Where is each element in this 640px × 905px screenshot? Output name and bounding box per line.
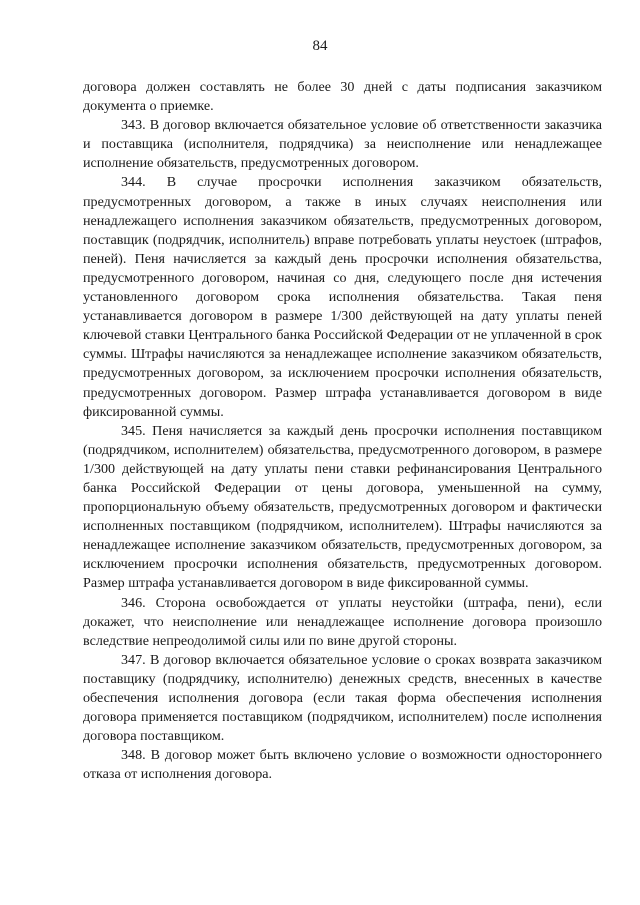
page-number: 84 [312, 38, 328, 54]
paragraph-343: 343. В договор включается обязательное условие об ответственности заказчика и поставщика (исполнителя, подрядчика) за неисполнение или ненадлежащее исполнение обязательств, предусмотренных договором. [83, 117, 602, 172]
paragraph-346: 346. Сторона освобождается от уплаты неустойки (штрафа, пени), если докажет, что неисполнение или ненадлежащее исполнение договора произошло вследствие непреодолимой силы или по вине другой стороны. [83, 594, 602, 649]
paragraph-345: 345. Пеня начисляется за каждый день просрочки исполнения поставщиком (подрядчиком, исполнителем) обязательства, предусмотренного договором, в размере 1/300 действующей на дату уплаты пени ставки рефинансирования Центрального банка Российской Федерации от цены договора, уменьшенной на сумму, пропорциональную объему обязательств, предусмотренных договором и фактически исполненных поставщиком (подрядчиком, исполнителем). Штрафы начисляются за ненадлежащее исполнение заказчиком обязательств, предусмотренных договором, за исключением просрочки исполнения обязательств, предусмотренных договором. Размер штрафа устанавливается договором в виде фиксированной суммы. [83, 422, 602, 592]
document-body [83, 78, 602, 784]
paragraph-344: 344. В случае просрочки исполнения заказчиком обязательств, предусмотренных договором, а также в иных случаях неисполнения или ненадлежащего исполнения заказчиком обязательств, предусмотренных договором, поставщик (подрядчик, исполнитель) вправе потребовать уплаты неустоек (штрафов, пеней). Пеня начисляется за каждый день просрочки исполнения обязательства, предусмотренного договором, начиная со дня, следующего после дня истечения установленного договором срока исполнения обязательства. Такая пеня устанавливается договором в размере 1/300 действующей на дату уплаты пеней ключевой ставки Центрального банка Российской Федерации от не уплаченной в срок суммы. Штрафы начисляются за ненадлежащее исполнение заказчиком обязательств, предусмотренных договором, за исключением просрочки исполнения обязательств, предусмотренных договором. Размер штрафа устанавливается договором в виде фиксированной суммы. [83, 174, 602, 420]
paragraph-347: 347. В договор включается обязательное условие о сроках возврата заказчиком поставщику (подрядчику, исполнителю) денежных средств, внесенных в качестве обеспечения исполнения договора (если такая форма обеспечения исполнения договора применяется поставщиком (подрядчиком, исполнителем) после исполнения договора поставщиком. [83, 651, 602, 745]
paragraph-continuation: договора должен составлять не более 30 дней с даты подписания заказчиком документа о приемке. [83, 79, 602, 115]
paragraph-348: 348. В договор может быть включено условие о возможности одностороннего отказа от исполнения договора. [83, 747, 602, 783]
